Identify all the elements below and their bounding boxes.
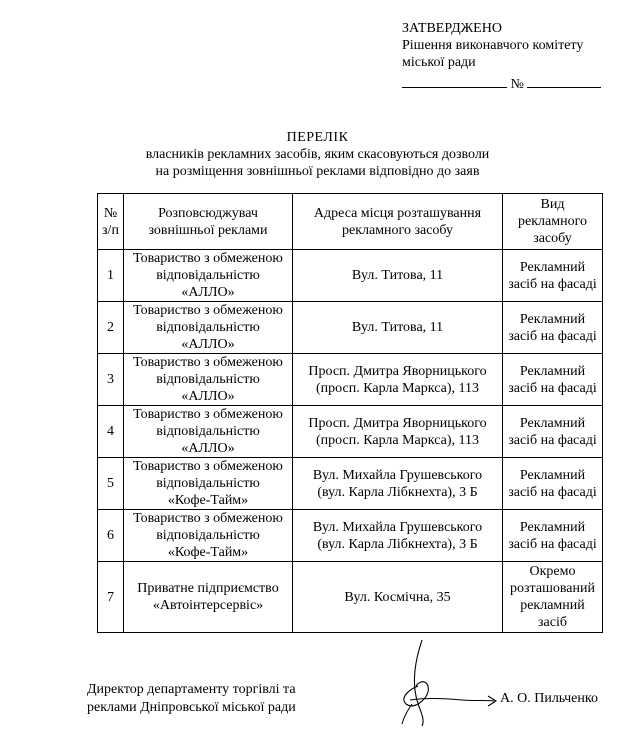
row-number-cell bbox=[98, 354, 124, 406]
row-type-line: засіб на фасаді bbox=[508, 380, 597, 396]
table-row bbox=[98, 302, 603, 354]
signatory-position bbox=[87, 681, 347, 717]
row-type-line: засіб на фасаді bbox=[508, 536, 597, 552]
row-owner-line: Товариство з обмеженою bbox=[133, 407, 283, 422]
row-type-cell bbox=[503, 354, 603, 406]
signatory-name: А. О. Пильченко bbox=[500, 691, 598, 706]
row-number-line: 6 bbox=[107, 528, 114, 543]
approval-decision-line: Рішення виконавчого комітету bbox=[402, 38, 584, 53]
number-sign: № bbox=[510, 77, 524, 92]
row-type-line: розташований bbox=[510, 581, 595, 596]
document-heading bbox=[0, 129, 635, 180]
row-owner-line: відповідальністю bbox=[156, 476, 260, 491]
table-row bbox=[98, 562, 603, 633]
row-type-line: засіб на фасаді bbox=[508, 432, 597, 448]
row-address-line: Просп. Дмитра Яворницького bbox=[308, 363, 487, 379]
table-header-row bbox=[98, 194, 603, 250]
approval-block bbox=[402, 20, 627, 93]
row-owner-line: «Кофе-Тайм» bbox=[167, 493, 249, 508]
table-row bbox=[98, 354, 603, 406]
header-type: Вид рекламного засобу bbox=[503, 194, 603, 250]
row-type-line: Рекламний bbox=[519, 415, 586, 431]
row-owner-line: «Автоінтерсервіс» bbox=[152, 598, 264, 613]
row-owner-cell bbox=[124, 406, 293, 458]
row-type-cell bbox=[503, 302, 603, 354]
row-type-line: засіб на фасаді bbox=[508, 276, 597, 292]
signatory-position-line-2: реклами Дніпровської міської ради bbox=[87, 700, 296, 715]
table-row bbox=[98, 250, 603, 302]
row-address-line: Вул. Титова, 11 bbox=[351, 268, 444, 283]
row-address-cell bbox=[293, 458, 503, 510]
approval-number-line bbox=[402, 75, 627, 93]
row-type-line: Рекламний bbox=[519, 311, 586, 327]
date-blank bbox=[402, 75, 507, 88]
row-number-line: 3 bbox=[107, 372, 114, 387]
row-type-line: Рекламний bbox=[519, 363, 586, 379]
row-type-cell bbox=[503, 562, 603, 633]
table-row bbox=[98, 406, 603, 458]
row-number-line: 1 bbox=[107, 268, 114, 283]
row-owner-line: відповідальністю bbox=[156, 320, 260, 335]
header-distributor: Розповсюджувач зовнішньої реклами bbox=[124, 194, 293, 250]
row-owner-line: Товариство з обмеженою bbox=[133, 511, 283, 526]
approval-title: ЗАТВЕРДЖЕНО bbox=[402, 21, 502, 36]
row-type-cell bbox=[503, 250, 603, 302]
header-number: № з/п bbox=[98, 194, 124, 250]
row-number-cell bbox=[98, 406, 124, 458]
row-address-cell bbox=[293, 354, 503, 406]
row-number-line: 4 bbox=[107, 424, 114, 439]
row-owner-line: «АЛЛО» bbox=[181, 337, 235, 352]
row-number-cell bbox=[98, 250, 124, 302]
document-title: ПЕРЕЛІК bbox=[286, 130, 349, 145]
row-type-line: Рекламний bbox=[519, 259, 586, 275]
row-number-cell bbox=[98, 562, 124, 633]
row-address-line: Вул. Михайла Грушевського bbox=[312, 467, 483, 483]
row-owner-cell bbox=[124, 562, 293, 633]
row-owner-line: відповідальністю bbox=[156, 268, 260, 283]
row-owner-line: Приватне підприємство bbox=[137, 581, 279, 596]
row-type-cell bbox=[503, 406, 603, 458]
handwritten-signature bbox=[382, 638, 500, 730]
row-type-line: засіб bbox=[538, 615, 567, 630]
document-subtitle-line-1: власників рекламних засобів, яким скасовуються дозволи bbox=[145, 147, 490, 162]
row-address-line: (просп. Карла Маркса), 113 bbox=[316, 380, 479, 396]
row-owner-cell bbox=[124, 458, 293, 510]
row-owner-line: Товариство з обмеженою bbox=[133, 355, 283, 370]
row-address-line: Вул. Космічна, 35 bbox=[344, 589, 451, 605]
row-number-line: 5 bbox=[107, 476, 114, 491]
row-type-line: Рекламний bbox=[519, 519, 586, 535]
row-owner-cell bbox=[124, 354, 293, 406]
table-row bbox=[98, 458, 603, 510]
row-address-cell bbox=[293, 510, 503, 562]
row-number-line: 2 bbox=[107, 320, 114, 335]
row-owner-cell bbox=[124, 250, 293, 302]
approval-council-line: міської ради bbox=[402, 55, 476, 70]
header-address: Адреса місця розташування рекламного засобу bbox=[293, 194, 503, 250]
document-subtitle-line-2: на розміщення зовнішньої реклами відповідно до заяв bbox=[155, 164, 480, 179]
row-owner-line: відповідальністю bbox=[156, 528, 260, 543]
row-type-line: Рекламний bbox=[519, 467, 586, 483]
row-type-cell bbox=[503, 510, 603, 562]
row-address-line: (просп. Карла Маркса), 113 bbox=[316, 432, 479, 448]
row-owner-cell bbox=[124, 302, 293, 354]
row-address-line: Просп. Дмитра Яворницького bbox=[308, 415, 487, 431]
owners-table bbox=[97, 193, 603, 633]
row-type-cell bbox=[503, 458, 603, 510]
signatory-position-line-1: Директор департаменту торгівлі та bbox=[87, 682, 296, 697]
row-address-cell bbox=[293, 562, 503, 633]
row-address-line: (вул. Карла Лібкнехта), 3 Б bbox=[317, 484, 478, 500]
row-number-cell bbox=[98, 302, 124, 354]
row-address-cell bbox=[293, 302, 503, 354]
row-owner-line: «АЛЛО» bbox=[181, 285, 235, 300]
row-address-cell bbox=[293, 406, 503, 458]
row-owner-line: відповідальністю bbox=[156, 424, 260, 439]
row-type-line: засіб на фасаді bbox=[508, 484, 597, 500]
row-address-line: (вул. Карла Лібкнехта), 3 Б bbox=[317, 536, 478, 552]
table-row bbox=[98, 510, 603, 562]
row-address-cell bbox=[293, 250, 503, 302]
row-number-cell bbox=[98, 510, 124, 562]
row-owner-line: «АЛЛО» bbox=[181, 389, 235, 404]
number-blank bbox=[527, 75, 601, 88]
row-owner-line: відповідальністю bbox=[156, 372, 260, 387]
row-number-line: 7 bbox=[107, 589, 114, 605]
row-owner-line: Товариство з обмеженою bbox=[133, 303, 283, 318]
row-owner-line: «Кофе-Тайм» bbox=[167, 545, 249, 560]
row-type-line: Окремо bbox=[529, 564, 576, 579]
row-number-cell bbox=[98, 458, 124, 510]
row-owner-line: «АЛЛО» bbox=[181, 441, 235, 456]
row-address-line: Вул. Михайла Грушевського bbox=[312, 519, 483, 535]
row-owner-line: Товариство з обмеженою bbox=[133, 459, 283, 474]
row-owner-line: Товариство з обмеженою bbox=[133, 251, 283, 266]
row-owner-cell bbox=[124, 510, 293, 562]
row-type-line: рекламний bbox=[520, 598, 585, 613]
row-type-line: засіб на фасаді bbox=[508, 328, 597, 344]
row-address-line: Вул. Титова, 11 bbox=[351, 320, 444, 335]
